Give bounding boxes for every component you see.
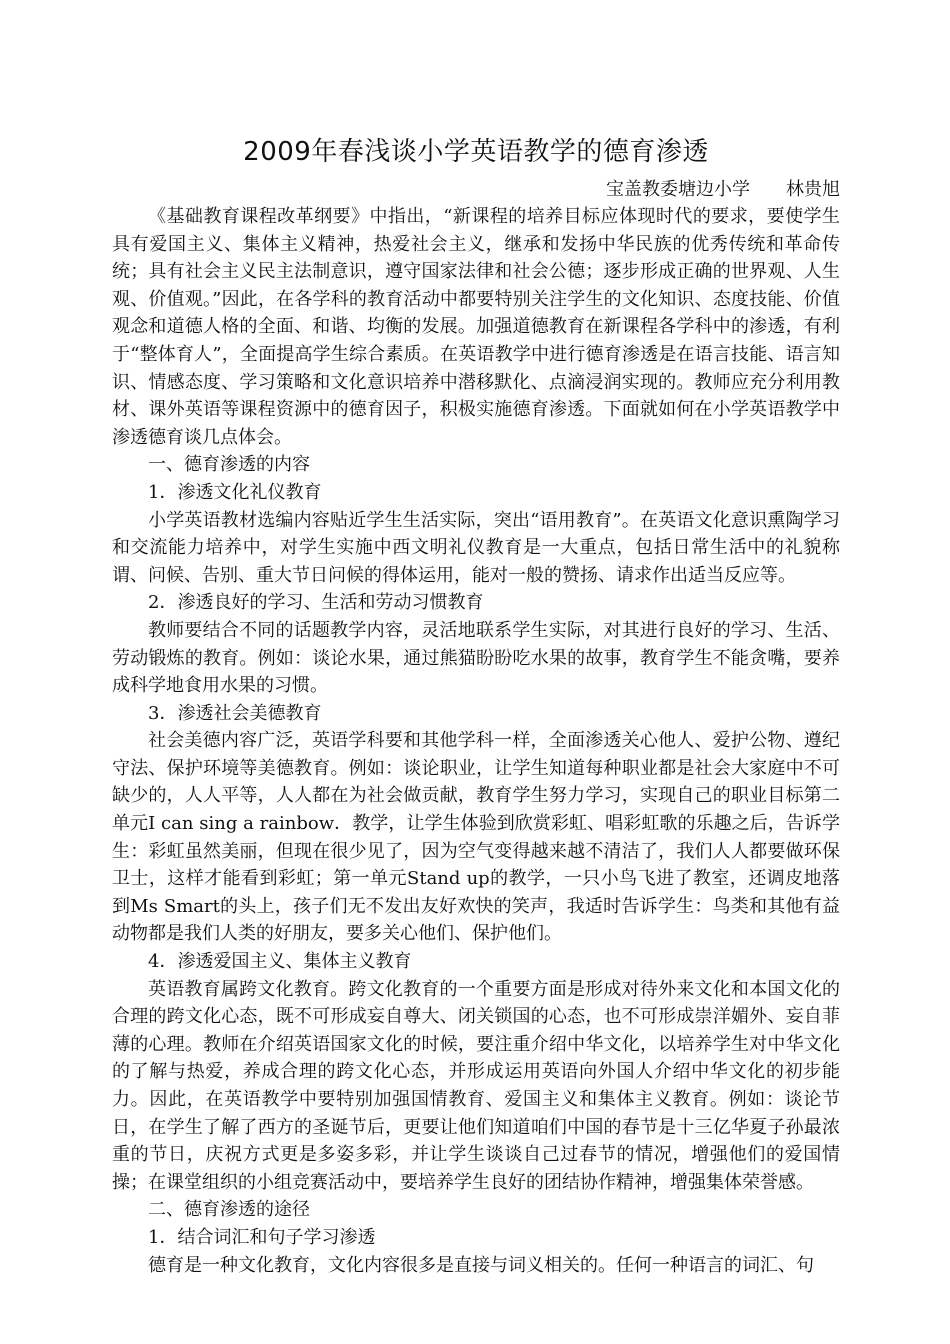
document-page <box>112 130 840 1279</box>
subsection-heading-virtue: 3．渗透社会美德教育 <box>148 702 322 724</box>
paragraph-vocabulary: 德育是一种文化教育，文化内容很多是直接与词义相关的。任何一种语言的词汇、句 <box>148 1254 814 1276</box>
subsection-heading-habits: 2．渗透良好的学习、生活和劳动习惯教育 <box>148 592 484 614</box>
section-heading-methods: 二、德育渗透的途径 <box>148 1199 310 1221</box>
paragraph-etiquette: 小学英语教材选编内容贴近学生生活实际，突出“语用教育”。在英语文化意识熏陶学习和交流能力培养中，对学生实施中西文明礼仪教育是一大重点，包括日常生活中的礼貌称谓、问候、告别、重大节日问候的得体运用，能对一般的赞扬、请求作出适当反应等。 <box>112 509 840 586</box>
document-body <box>112 203 840 1279</box>
subsection-heading-vocabulary: 1．结合词汇和句子学习渗透 <box>148 1226 376 1248</box>
section-heading-content: 一、德育渗透的内容 <box>148 454 310 476</box>
paragraph-habits: 教师要结合不同的话题教学内容，灵活地联系学生实际，对其进行良好的学习、生活、劳动锻炼的教育。例如：谈论水果，通过熊猫盼盼吃水果的故事，教育学生不能贪嘴，要养成科学地食用水果的习惯。 <box>112 619 840 697</box>
intro-paragraph: 《基础教育课程改革纲要》中指出，“新课程的培养目标应体现时代的要求，要使学生具有爱国主义、集体主义精神，热爱社会主义，继承和发扬中华民族的优秀传统和革命传统；具有社会主义民主法制意识，遵守国家法律和社会公德；逐步形成正确的世界观、人生观、价值观。”因此，在各学科的教育活动中都要特别关注学生的文化知识、态度技能、价值观念和道德人格的全面、和谐、均衡的发展。加强道德教育在新课程各学科中的渗透，有利于“整体育人”，全面提高学生综合素质。在英语教学中进行德育渗透是在语言技能、语言知识、情感态度、学习策略和文化意识培养中潜移默化、点滴浸润实现的。教师应充分利用教材、课外英语等课程资源中的德育因子，积极实施德育渗透。下面就如何在小学英语教学中渗透德育谈几点体会。 <box>112 206 840 448</box>
author-byline: 宝盖教委塘边小学 林贵旭 <box>606 179 840 200</box>
paragraph-patriotism: 英语教育属跨文化教育。跨文化教育的一个重要方面是形成对待外来文化和本国文化的合理的跨文化心态，既不可形成妄自尊大、闭关锁国的心态，也不可形成崇洋媚外、妄自菲薄的心理。教师在介绍英语国家文化的时候，要注重介绍中华文化，以培养学生对中华文化的了解与热爱，养成合理的跨文化心态，并形成运用英语向外国人介绍中华文化的初步能力。因此，在英语教学中要特别加强国情教育、爱国主义和集体主义教育。例如：谈论节日，在学生了解了西方的圣诞节后，更要让他们知道咱们中国的春节是十三亿华夏子孙最浓重的节日，庆祝方式更是多姿多彩，并让学生谈谈自己过春节的情况，增强他们的爱国情操；在课堂组织的小组竞赛活动中，要培养学生良好的团结协作精神，增强集体荣誉感。 <box>112 978 840 1193</box>
subsection-heading-etiquette: 1．渗透文化礼仪教育 <box>148 481 322 503</box>
paragraph-virtue: 社会美德内容广泛，英语学科要和其他学科一样，全面渗透关心他人、爱护公物、遵纪守法、保护环境等美德教育。例如：谈论职业，让学生知道每种职业都是社会大家庭中不可缺少的，人人平等，人人都在为社会做贡献，教育学生努力学习，实现自己的职业目标第二单元I can sing a rainbow．教学，让学生体验到欣赏彩虹、唱彩虹歌的乐趣之后，告诉学生：彩虹虽然美丽，但现在很少见了，因为空气变得越来越不清洁了，我们人人都要做环保卫士，这样才能看到彩虹；第一单元Stand up的教学，一只小鸟飞进了教室，还调皮地落到Ms Smart的头上，孩子们无不发出友好欢快的笑声，我适时告诉学生：鸟类和其他有益动物都是我们人类的好朋友，要多关心他们、保护他们。 <box>112 730 840 945</box>
document-title: 2009年春浅谈小学英语教学的德育渗透 <box>243 137 709 167</box>
subsection-heading-patriotism: 4．渗透爱国主义、集体主义教育 <box>148 951 412 973</box>
